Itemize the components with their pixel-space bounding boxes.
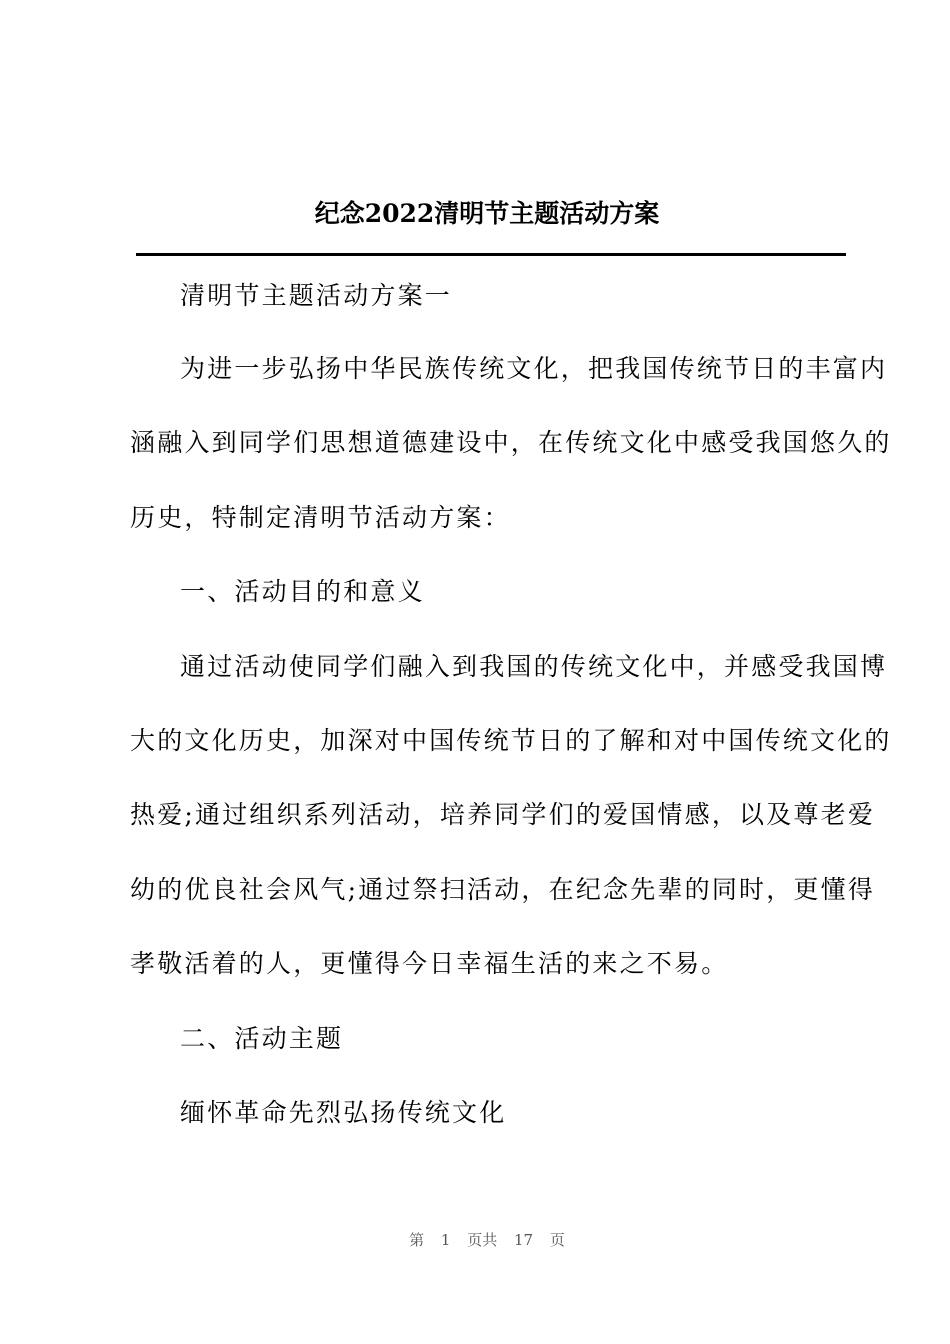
page-number-footer: 第 1 页共 17 页 [409, 1231, 565, 1249]
section-heading: 一、活动目的和意义 [180, 577, 425, 606]
paragraph-line: 幼的优良社会风气;通过祭扫活动，在纪念先辈的同时，更懂得 [130, 875, 876, 904]
paragraph-line: 热爱;通过组织系列活动，培养同学们的爱国情感，以及尊老爱 [130, 800, 876, 829]
paragraph-line: 涵融入到同学们思想道德建设中，在传统文化中感受我国悠久的 [130, 428, 892, 457]
paragraph-line: 为进一步弘扬中华民族传统文化，把我国传统节日的丰富内 [180, 354, 888, 383]
section-heading: 二、活动主题 [180, 1024, 344, 1053]
paragraph-line: 孝敬活着的人，更懂得今日幸福生活的来之不易。 [130, 949, 729, 978]
paragraph-line: 大的文化历史，加深对中国传统节日的了解和对中国传统文化的 [130, 726, 892, 755]
paragraph-line: 缅怀革命先烈弘扬传统文化 [180, 1098, 507, 1127]
title-underline [136, 253, 846, 256]
document-title: 纪念2022清明节主题活动方案 [314, 199, 660, 228]
paragraph-line: 通过活动使同学们融入到我国的传统文化中，并感受我国博 [180, 652, 888, 681]
paragraph-line: 历史，特制定清明节活动方案： [130, 503, 511, 532]
section-heading: 清明节主题活动方案一 [180, 281, 453, 310]
